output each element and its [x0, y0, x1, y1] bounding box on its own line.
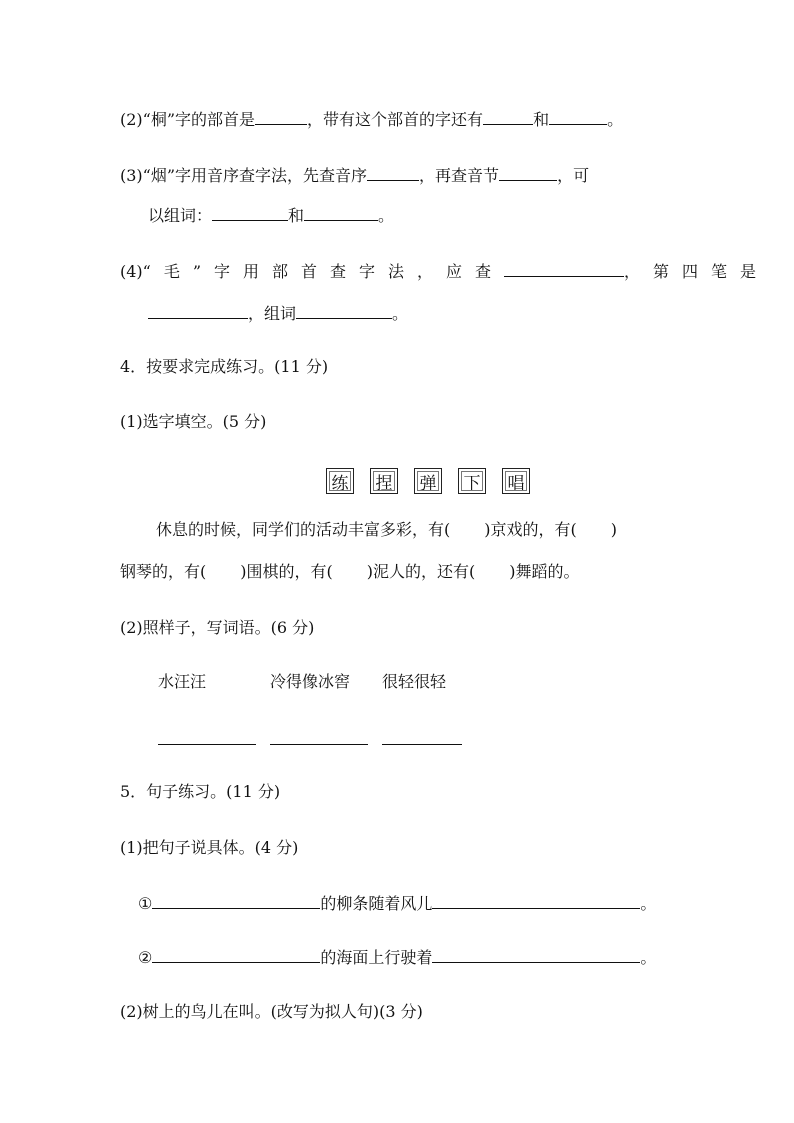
character-boxes — [326, 468, 530, 494]
char-box: 下 — [458, 468, 486, 494]
q-number: (3) — [120, 166, 143, 185]
q-number: (4) — [120, 262, 143, 281]
answer-blank[interactable] — [432, 944, 640, 963]
word-answer-line[interactable] — [270, 744, 368, 745]
question-2: (2)“桐”字的部首是 ，带有这个部首的字还有 和 。 — [120, 106, 623, 132]
sentence-1: ① 的柳条随着风儿 。 — [138, 890, 656, 916]
fill-paragraph-line2: 钢琴的，有( )围棋的，有( )泥人的，还有( )舞蹈的。 — [120, 562, 580, 581]
section-4-2-title: (2)照样子，写词语。(6 分) — [120, 618, 315, 637]
answer-blank[interactable] — [296, 300, 392, 319]
question-3: (3)“烟”字用音序查字法，先查音序 ，再查音节 ，可 — [120, 162, 589, 188]
circled-number: ① — [138, 894, 153, 913]
answer-blank[interactable] — [212, 202, 288, 221]
answer-blank[interactable] — [499, 162, 557, 181]
example-word-3: 很轻很轻 — [382, 672, 447, 691]
example-word-1: 水汪汪 — [158, 672, 207, 691]
section-5-title: 5．句子练习。(11 分) — [120, 782, 281, 801]
answer-blank[interactable] — [432, 890, 640, 909]
word-answer-line[interactable] — [158, 744, 256, 745]
section-5-2-title: (2)树上的鸟儿在叫。(改写为拟人句)(3 分) — [120, 1002, 423, 1021]
answer-blank[interactable] — [304, 202, 378, 221]
answer-blank[interactable] — [148, 300, 248, 319]
word-answer-line[interactable] — [382, 744, 462, 745]
circled-number: ② — [138, 948, 153, 967]
section-4-title: 4．按要求完成练习。(11 分) — [120, 357, 329, 376]
answer-blank[interactable] — [255, 106, 307, 125]
question-4-line2: ，组词 。 — [148, 300, 408, 326]
answer-blank[interactable] — [152, 890, 320, 909]
answer-blank[interactable] — [152, 944, 320, 963]
section-4-1-title: (1)选字填空。(5 分) — [120, 412, 267, 431]
question-3-line2: 以组词： 和 。 — [148, 202, 394, 228]
q-number: (2) — [120, 110, 143, 129]
char-box: 唱 — [502, 468, 530, 494]
answer-blank[interactable] — [483, 106, 533, 125]
char-box: 弹 — [414, 468, 442, 494]
example-word-2: 冷得像冰窖 — [270, 672, 351, 691]
section-5-1-title: (1)把句子说具体。(4 分) — [120, 838, 299, 857]
sentence-2: ② 的海面上行驶着 。 — [138, 944, 656, 970]
fill-paragraph-line1: 休息的时候，同学们的活动丰富多彩，有( )京戏的，有( ) — [156, 520, 617, 539]
answer-blank[interactable] — [549, 106, 607, 125]
answer-blank[interactable] — [367, 162, 419, 181]
answer-blank[interactable] — [504, 258, 624, 277]
char-box: 捏 — [370, 468, 398, 494]
question-4: (4)“毛”字用部首查字法，应查 ，第四笔是 — [120, 258, 769, 284]
char-box: 练 — [326, 468, 354, 494]
